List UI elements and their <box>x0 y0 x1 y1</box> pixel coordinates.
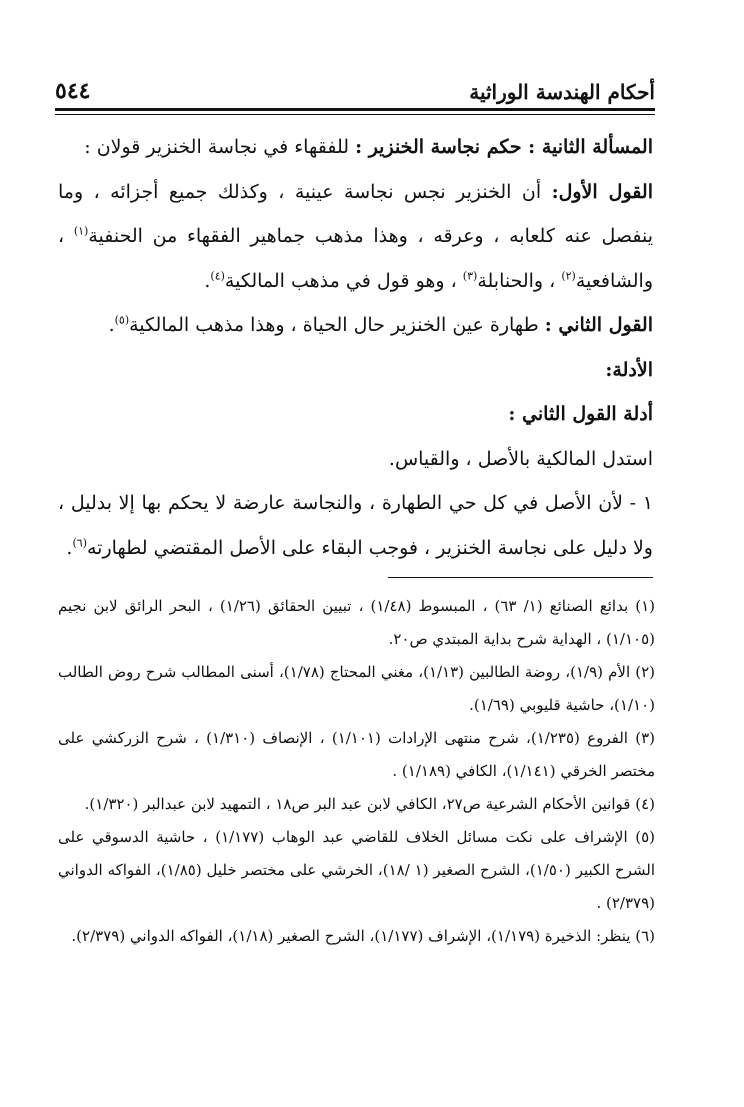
first-opinion-text-3: ، والحنابلة <box>477 269 562 292</box>
issue-text: للفقهاء في نجاسة الخنزير قولان : <box>84 136 356 158</box>
evidence-heading: الأدلة: <box>605 358 653 381</box>
footnote-separator <box>388 577 653 578</box>
second-opinion-paragraph <box>58 303 653 348</box>
footnote-1: (١) بدائع الصنائع (١/ ٦٣) ، المبسوط (١/٤٨) ، تبيين الحقائق (١/٢٦) ، البحر الرائق لابن نجيم (١/١٠٥) ، الهداية شرح بداية المبتدي ص٢٠. <box>58 597 655 648</box>
second-opinion-label: القول الثاني : <box>544 314 653 336</box>
footnote-2: (٢) الأم (١/٩)، روضة الطالبين (١/١٣)، مغني المحتاج (١/٧٨)، أسنى المطالب شرح روض الطالب (١/١٠)، حاشية قليوبي (١/٦٩). <box>58 663 655 714</box>
issue-paragraph <box>58 125 653 170</box>
first-opinion-text-2: ، والشافعية <box>58 225 653 292</box>
evidence-point-1 <box>58 481 653 570</box>
footnotes <box>58 590 655 953</box>
footnote-ref: (٣) <box>462 269 478 283</box>
evidence-second-heading: أدلة القول الثاني : <box>508 403 653 425</box>
footnote-ref: (١) <box>73 224 89 238</box>
first-opinion-text: أن الخنزير نجس نجاسة عينية ، وكذلك جميع أجزائه ، وما ينفصل عنه كلعابه ، وعرقه ، وهذا مذهب جماهير الفقهاء من الحنفية <box>58 180 653 247</box>
second-opinion-text: طهارة عين الخنزير حال الحياة ، وهذا مذهب المالكية <box>129 314 545 336</box>
second-opinion-end: . <box>108 314 115 336</box>
footnote-3: (٣) الفروع (١/٢٣٥)، شرح منتهى الإرادات (١/١٠١) ، الإنصاف (١/٣١٠) ، شرح الزركشي على مختصر الخرقي (١/١٤١)، الكافي (١/١٨٩) . <box>58 729 655 780</box>
footnote-ref: (٥) <box>114 313 130 327</box>
first-opinion-paragraph <box>58 170 653 304</box>
header-rule-thin <box>55 114 655 115</box>
book-title: أحكام الهندسة الوراثية <box>469 80 655 104</box>
footnote-ref: (٦) <box>72 536 87 550</box>
evidence-intro: استدل المالكية بالأصل ، والقياس. <box>388 447 653 470</box>
header-rule-thick <box>55 108 655 111</box>
footnote-ref: (٢) <box>561 269 576 283</box>
evidence-point-1-text: ١ - لأن الأصل في كل حي الطهارة ، والنجاسة عارضة لا يحكم بها إلا بدليل ، ولا دليل على نجاسة الخنزير ، فوجب البقاء على الأصل المقتضي لطهارته <box>58 492 653 559</box>
main-text <box>58 125 653 570</box>
footnote-5: (٥) الإشراف على نكت مسائل الخلاف للقاضي عبد الوهاب (١/١٧٧) ، حاشية الدسوقي على الشرح الكبير (١/٥٠)، الشرح الصغير (١ /١٨)، الخرشي على مختصر خليل (١/٨٥)، الفواكه الدواني (٢/٣٧٩) . <box>58 828 655 912</box>
first-opinion-end: . <box>204 269 211 292</box>
footnote-ref: (٤) <box>210 269 225 283</box>
page-number: ٥٤٤ <box>55 78 91 104</box>
issue-label: المسألة الثانية : حكم نجاسة الخنزير : <box>355 136 653 158</box>
first-opinion-label: القول الأول: <box>551 180 653 203</box>
running-header <box>55 70 655 104</box>
footnote-6: (٦) ينظر: الذخيرة (١/١٧٩)، الإشراف (١/١٧٧)، الشرح الصغير (١/١٨)، الفواكه الدواني (٢/٣٧٩). <box>71 927 655 945</box>
footnote-4: (٤) قوانين الأحكام الشرعية ص٢٧، الكافي لابن عبد البر ص١٨ ، التمهيد لابن عبدالبر (١/٣٢٠). <box>84 795 655 813</box>
first-opinion-text-4: ، وهو قول في مذهب المالكية <box>224 269 463 292</box>
evidence-point-1-end: . <box>66 536 73 559</box>
